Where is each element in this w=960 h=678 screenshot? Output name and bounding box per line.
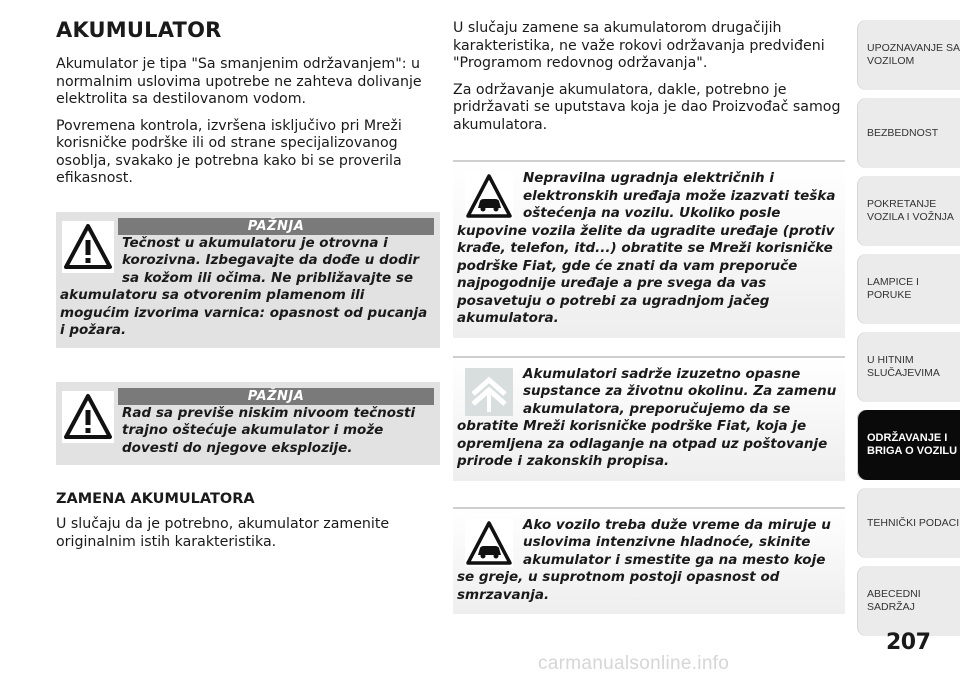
paragraph: Za održavanje akumulatora, dakle, potrebno je pridržavati se uputstava koja je dao Proizvođač samog akumulatora. bbox=[453, 81, 841, 133]
tab-upoznavanje[interactable]: UPOZNAVANJE SA VOZILOM bbox=[857, 20, 960, 90]
warning-box bbox=[56, 212, 440, 348]
page-number: 207 bbox=[886, 630, 931, 655]
warning-text: Tečnost u akumulatoru je otrovna i korozivna. Izbegavajte da dođe u dodir sa kožom ili očima. Ne približavajte se akumulatoru sa otvorenim plamenom ili mogućim izvorima varnica: opasnost od pucanja i požara. bbox=[60, 234, 428, 338]
car-warning-icon bbox=[465, 519, 513, 567]
warning-text: Rad sa previše niskim nivoom tečnosti trajno oštećuje akumulator i može dovesti do njegove eksplozije. bbox=[122, 404, 416, 456]
warning-label: PAŽNJA bbox=[118, 218, 434, 235]
tab-lampice[interactable]: LAMPICE I PORUKE bbox=[857, 254, 960, 324]
warning-triangle-icon bbox=[62, 391, 114, 443]
paragraph: Povremena kontrola, izvršena isključivo pri Mreži korisničke podrške ili od strane specijalizovanog osoblja, svakako je potrebna kako bi se proverila efikasnost. bbox=[56, 117, 402, 186]
paragraph: U slučaju zamene sa akumulatorom drugačijih karakteristika, ne važe rokovi održavanja predviđeni "Programom redovnog održavanja". bbox=[453, 20, 825, 71]
tab-abecedni-sadrzaj[interactable]: ABECEDNI SADRŽAJ bbox=[857, 566, 960, 636]
note-text: Nepravilna ugradnja električnih i elektronskih uređaja može izazvati teška oštećenja na vozilu. Ukoliko posle kupovine vozila želite da ugradite uređaje (protiv krađe, telefon, itd...) obratite se Mreži korisničke podrške Fiat, gde će znati da vam preporuče najpogodnije uređaje a pre svega da vas posavetuju o potrebi za ugradnjom jačeg akumulatora. bbox=[457, 170, 836, 326]
warning-triangle-icon bbox=[62, 221, 114, 273]
warning-label: PAŽNJA bbox=[118, 388, 434, 405]
section-title: AKUMULATOR bbox=[56, 18, 222, 42]
environment-icon bbox=[465, 368, 513, 416]
paragraph: Akumulator je tipa "Sa smanjenim održavanjem": u normalnim uslovima upotrebe ne zahteva dolivanje elektrolita sa destilovanom vodom. bbox=[56, 56, 422, 107]
note-box bbox=[453, 507, 845, 615]
subsection-title: ZAMENA AKUMULATORA bbox=[56, 491, 255, 507]
car-warning-icon bbox=[465, 172, 513, 220]
tab-tehnicki-podaci[interactable]: TEHNIČKI PODACI bbox=[857, 488, 960, 558]
tab-hitni-slucajevi[interactable]: U HITNIM SLUČAJEVIMA bbox=[857, 332, 960, 402]
note-text: Ako vozilo treba duže vreme da miruje u uslovima intenzivne hladnoće, skinite akumulator i smestite ga na mesto koje se greje, u suprotnom postoji opasnost od smrzavanja. bbox=[457, 516, 831, 603]
tab-bezbednost[interactable]: BEZBEDNOST bbox=[857, 98, 960, 168]
paragraph: U slučaju da je potrebno, akumulator zamenite originalnim istih karakteristika. bbox=[56, 516, 390, 550]
note-box bbox=[453, 160, 845, 338]
tab-pokretanje[interactable]: POKRETANJE VOZILA I VOŽNJA bbox=[857, 176, 960, 246]
note-text: Akumulatori sadrže izuzetno opasne supstance za životnu okolinu. Za zamenu akumulatora, preporučujemo da se obratite Mreži korisničke podrške Fiat, koja je opremljena za odlaganje na otpad uz poštovanje prirode i zakonskih propisa. bbox=[457, 365, 837, 469]
left-column bbox=[56, 18, 440, 560]
tab-odrzavanje[interactable]: ODRŽAVANJE I BRIGA O VOZILU bbox=[857, 410, 960, 480]
watermark: carmanualsonline.info bbox=[538, 653, 730, 674]
right-column bbox=[453, 20, 845, 614]
note-box bbox=[453, 356, 845, 481]
warning-box bbox=[56, 382, 440, 466]
